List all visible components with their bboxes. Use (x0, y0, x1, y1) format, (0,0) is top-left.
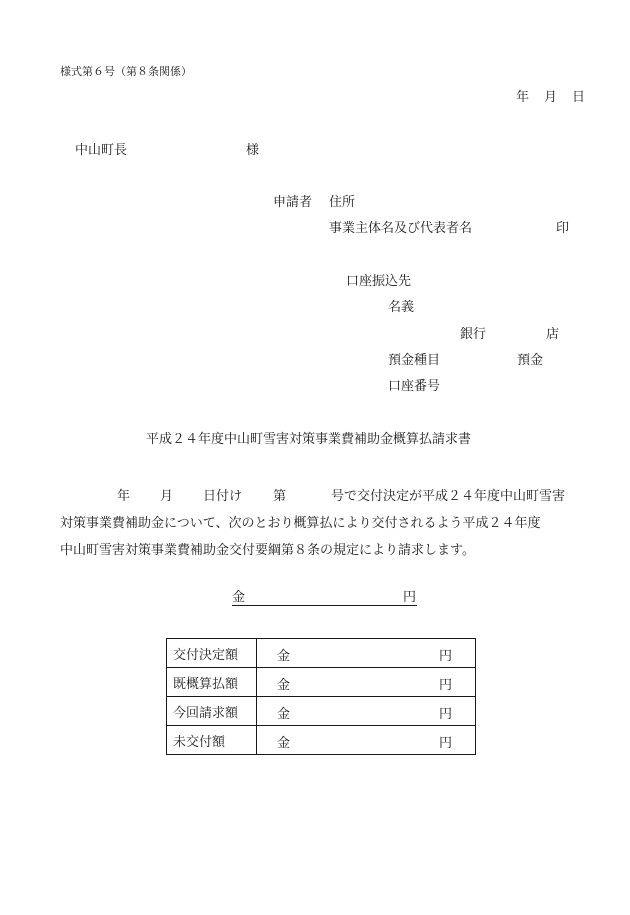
applicant-label: 申請者 (273, 195, 313, 210)
row-suffix: 円 (438, 649, 452, 664)
table-row (167, 668, 476, 697)
date-month: 月 (544, 90, 558, 105)
addressee-honorific: 様 (246, 143, 260, 158)
account-type-label: 預金種目 (388, 353, 441, 368)
body-line-3: 中山町雪害対策事業費補助金交付要綱第８条の規定により請求します。 (60, 543, 475, 558)
branch-suffix: 店 (546, 327, 560, 342)
row-value (257, 639, 476, 668)
ref-year: 年 (117, 489, 131, 504)
applicant-name-label: 事業主体名及び代表者名 (329, 221, 473, 236)
ref-no-suffix: 号で交付決定が平成２４年度中山町雪害 (331, 489, 566, 504)
row-prefix: 金 (277, 678, 291, 693)
request-amount-prefix: 金 (232, 590, 246, 605)
row-prefix: 金 (277, 736, 291, 751)
account-number-label: 口座番号 (388, 379, 441, 394)
ref-month: 月 (160, 489, 174, 504)
bank-transfer-label: 口座振込先 (346, 274, 412, 289)
ref-no-prefix: 第 (273, 489, 287, 504)
request-amount-suffix: 円 (403, 590, 417, 605)
row-label: 交付決定額 (167, 639, 257, 668)
row-suffix: 円 (438, 678, 452, 693)
table-row (167, 639, 476, 668)
ref-day: 日付け (203, 489, 243, 504)
document-title: 平成２４年度中山町雪害対策事業費補助金概算払請求書 (146, 432, 472, 447)
account-holder-label: 名義 (388, 300, 415, 315)
row-value (257, 668, 476, 697)
deposit-suffix: 預金 (517, 353, 544, 368)
row-label: 今回請求額 (167, 697, 257, 726)
row-value (257, 697, 476, 726)
row-prefix: 金 (277, 649, 291, 664)
body-paragraph (60, 483, 600, 564)
date-day: 日 (572, 90, 586, 105)
form-number: 様式第６号（第８条関係） (60, 65, 192, 78)
body-line-2: 対策事業費補助金について、次のとおり概算払により交付されるよう平成２４年度 (60, 516, 541, 531)
row-label: 未交付額 (167, 726, 257, 755)
request-amount-underline (232, 605, 417, 606)
table-row (167, 726, 476, 755)
bank-name-suffix: 銀行 (460, 327, 487, 342)
row-prefix: 金 (277, 707, 291, 722)
addressee-name: 中山町長 (75, 143, 128, 158)
table-row (167, 697, 476, 726)
row-suffix: 円 (438, 707, 452, 722)
row-label: 既概算払額 (167, 668, 257, 697)
seal-mark: 印 (556, 221, 570, 236)
row-value (257, 726, 476, 755)
applicant-address-label: 住所 (329, 195, 356, 210)
amount-table (166, 638, 476, 755)
date-year: 年 (516, 90, 530, 105)
row-suffix: 円 (438, 736, 452, 751)
